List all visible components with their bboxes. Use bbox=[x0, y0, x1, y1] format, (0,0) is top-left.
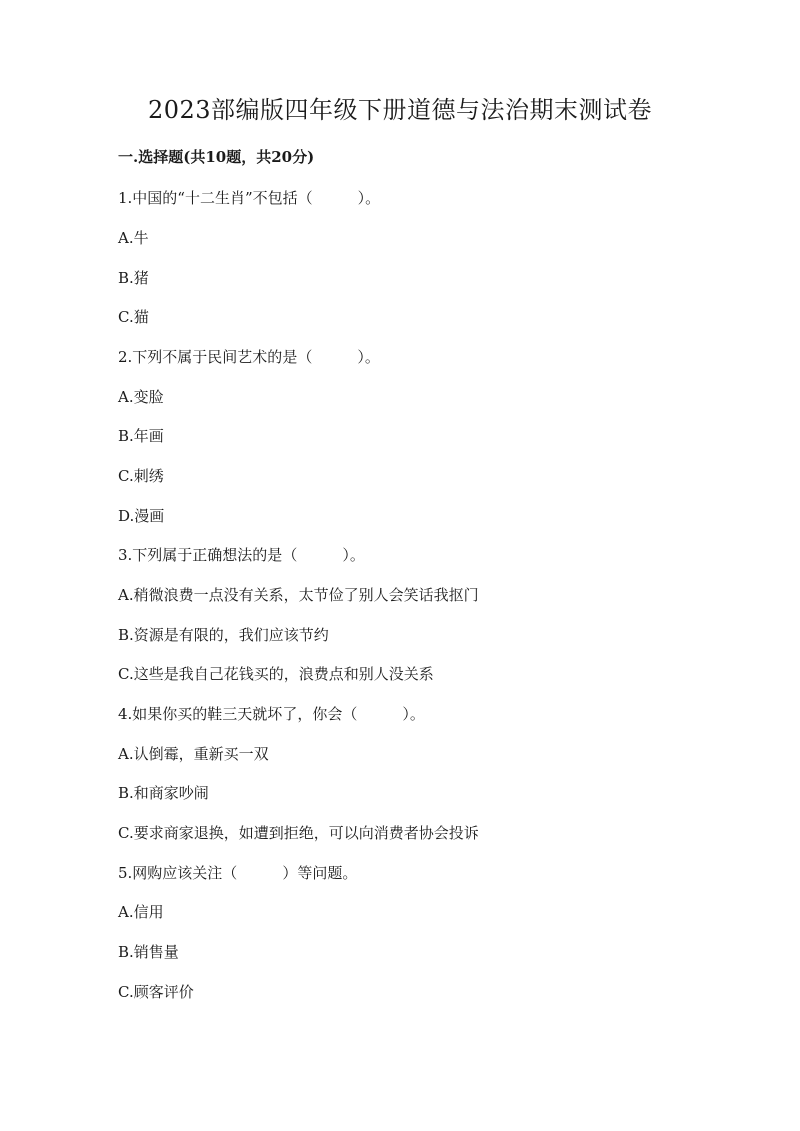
question-3-option-a: A.稍微浪费一点没有关系，太节俭了别人会笑话我抠门 bbox=[118, 586, 479, 604]
question-4-option-c: C.要求商家退换，如遭到拒绝，可以向消费者协会投诉 bbox=[118, 824, 479, 842]
question-2-stem: 2.下列不属于民间艺术的是（ ）。 bbox=[118, 348, 380, 366]
question-2-option-a: A.变脸 bbox=[118, 388, 164, 406]
question-1-stem: 1.中国的“十二生肖”不包括（ ）。 bbox=[118, 189, 381, 207]
question-4-option-b: B.和商家吵闹 bbox=[118, 784, 209, 802]
question-3-option-c: C.这些是我自己花钱买的，浪费点和别人没关系 bbox=[118, 665, 434, 683]
question-5-stem: 5.网购应该关注（ ）等问题。 bbox=[118, 864, 358, 882]
question-5-option-a: A.信用 bbox=[118, 903, 164, 921]
question-5-option-c: C.顾客评价 bbox=[118, 983, 194, 1001]
section-heading: 一.选择题(共10题，共20分) bbox=[118, 148, 315, 166]
question-2-option-c: C.刺绣 bbox=[118, 467, 164, 485]
question-1-option-c: C.猫 bbox=[118, 308, 149, 326]
question-3-stem: 3.下列属于正确想法的是（ ）。 bbox=[118, 546, 365, 564]
question-2-option-d: D.漫画 bbox=[118, 507, 165, 525]
page-title: 2023部编版四年级下册道德与法治期末测试卷 bbox=[147, 96, 653, 124]
question-1-option-b: B.猪 bbox=[118, 269, 149, 287]
question-2-option-b: B.年画 bbox=[118, 427, 164, 445]
question-4-option-a: A.认倒霉，重新买一双 bbox=[118, 745, 269, 763]
question-3-option-b: B.资源是有限的，我们应该节约 bbox=[118, 626, 329, 644]
question-5-option-b: B.销售量 bbox=[118, 943, 179, 961]
question-1-option-a: A.牛 bbox=[118, 229, 149, 247]
question-4-stem: 4.如果你买的鞋三天就坏了，你会（ ）。 bbox=[118, 705, 425, 723]
